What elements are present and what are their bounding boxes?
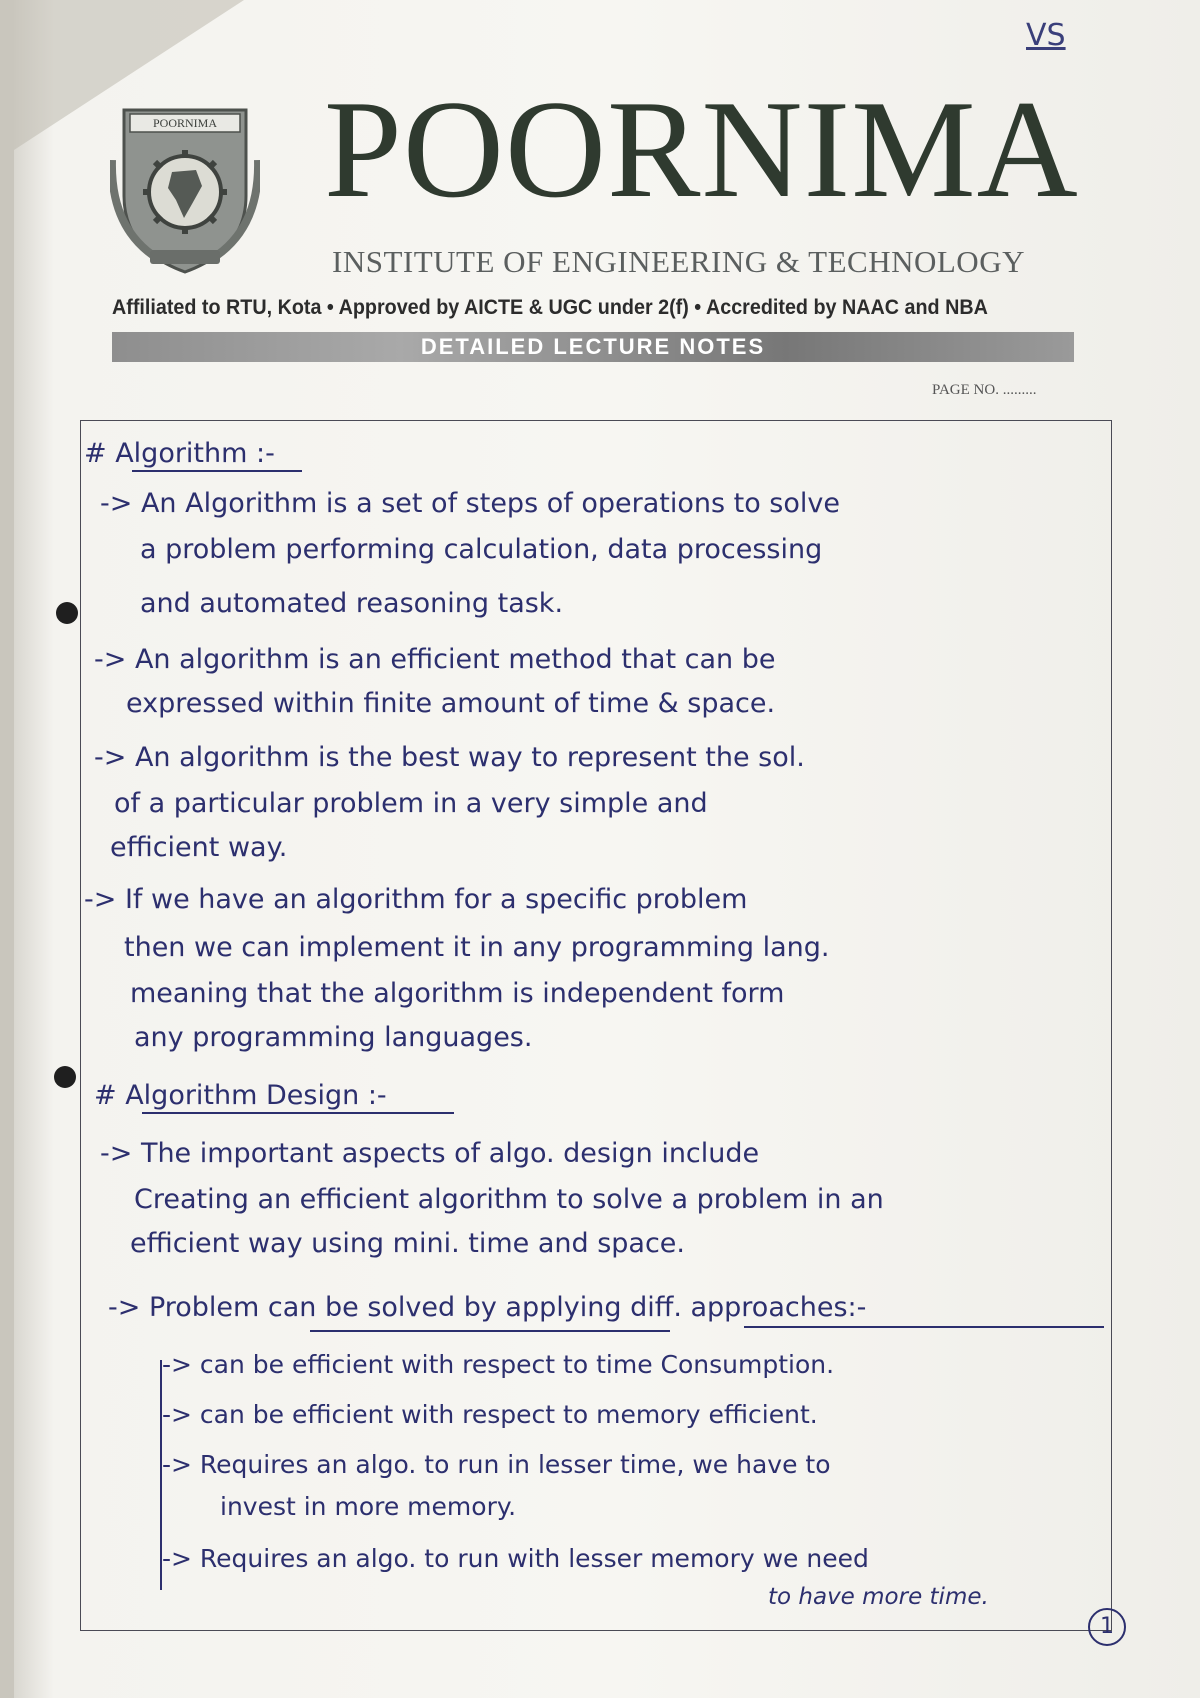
sub-list-item: -> Requires an algo. to run in lesser time, we have to	[162, 1450, 831, 1479]
page-number-circle: 1	[1088, 1608, 1126, 1646]
note-line: of a particular problem in a very simple and	[114, 788, 708, 819]
note-line: meaning that the algorithm is independent form	[130, 978, 785, 1009]
logo-text: POORNIMA	[152, 116, 218, 130]
note-line: -> The important aspects of algo. design include	[100, 1138, 760, 1169]
corner-initials: VS	[1026, 18, 1066, 53]
punch-hole	[56, 602, 78, 624]
note-line: any programming languages.	[134, 1022, 533, 1053]
heading-underline	[142, 1112, 454, 1114]
note-line: -> An Algorithm is a set of steps of operations to solve	[100, 488, 840, 519]
note-line: Creating an efficient algorithm to solve a problem in an	[134, 1184, 884, 1215]
note-line: then we can implement it in any programming lang.	[124, 932, 830, 963]
institute-logo-icon	[110, 100, 260, 276]
affiliation-line: Affiliated to RTU, Kota • Approved by AICTE & UGC under 2(f) • Accredited by NAAC and NBA	[112, 296, 988, 319]
heading-underline	[132, 470, 302, 472]
punch-hole	[54, 1066, 76, 1088]
phrase-underline	[310, 1330, 670, 1332]
sub-list-item: to have more time.	[768, 1584, 989, 1610]
note-line: -> An algorithm is an efficient method that can be	[94, 644, 776, 675]
sub-list-item: -> Requires an algo. to run with lesser memory we need	[162, 1544, 869, 1573]
note-line: -> An algorithm is the best way to represent the sol.	[94, 742, 805, 773]
note-line: expressed within finite amount of time & space.	[126, 688, 776, 719]
note-line: -> Problem can be solved by applying diff. approaches:-	[108, 1292, 867, 1323]
note-line: a problem performing calculation, data processing	[140, 534, 823, 565]
sub-list-item: invest in more memory.	[220, 1492, 517, 1521]
sub-list-item: -> can be efficient with respect to time Consumption.	[162, 1350, 835, 1379]
note-line: efficient way using mini. time and space.	[130, 1228, 685, 1259]
notes-page	[14, 0, 1200, 1698]
heading-algorithm: # Algorithm :-	[84, 438, 275, 469]
phrase-underline	[744, 1326, 1104, 1328]
note-line: and automated reasoning task.	[140, 588, 564, 619]
institution-subtitle: INSTITUTE OF ENGINEERING & TECHNOLOGY	[332, 244, 1025, 279]
page-number-label: PAGE NO. .........	[932, 382, 1037, 398]
note-line: efficient way.	[110, 832, 288, 863]
heading-algorithm-design: # Algorithm Design :-	[94, 1080, 387, 1111]
sub-list-item: -> can be efficient with respect to memory efficient.	[162, 1400, 818, 1429]
institution-name: POORNIMA	[324, 72, 1079, 227]
lecture-notes-banner: DETAILED LECTURE NOTES	[112, 332, 1074, 362]
note-line: -> If we have an algorithm for a specific problem	[84, 884, 748, 915]
